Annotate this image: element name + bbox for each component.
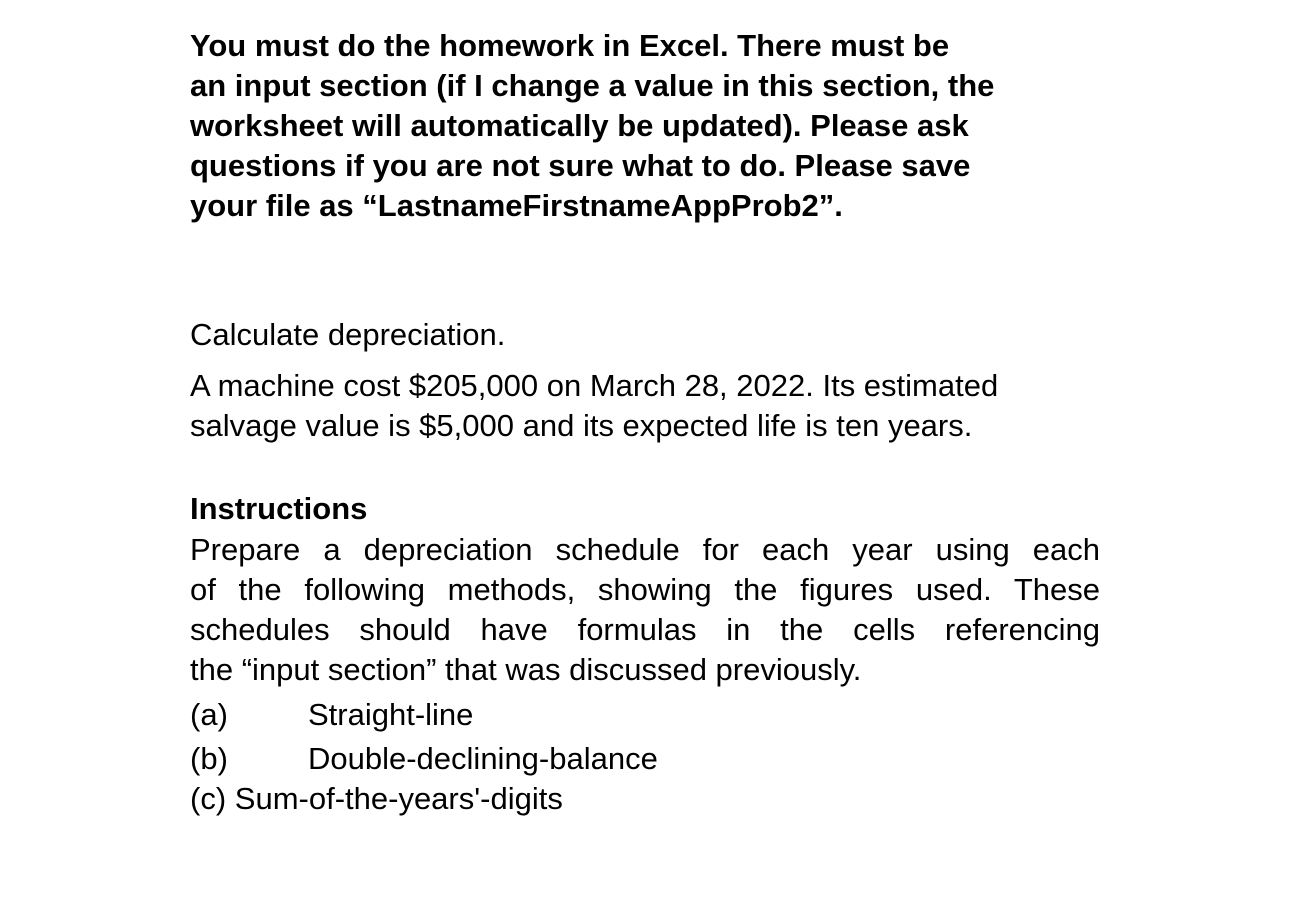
instructions-line: schedules should have formulas in the cells referencing [190,612,1100,647]
requirements-line: You must do the homework in Excel. There must be [190,28,950,63]
instructions-line: of the following methods, showing the figures used. These [190,572,1100,607]
requirements-line: an input section (if I change a value in this section, the [190,68,995,103]
document [190,26,1102,819]
instructions-line: Prepare a depreciation schedule for each year using each [190,532,1100,567]
instructions-heading: Instructions [190,491,368,526]
task-heading: Calculate depreciation. [190,317,506,352]
homework-requirements [190,26,1102,226]
method-text: Straight-line [308,697,474,732]
instructions-line: the “input section” that was discussed previously. [190,652,862,687]
problem-line: A machine cost $205,000 on March 28, 2022. Its estimated [190,368,999,403]
requirements-line: questions if you are not sure what to do. Please save [190,148,971,183]
method-label: (b) [190,741,228,776]
requirements-line: your file as “LastnameFirstnameAppProb2”. [190,188,843,223]
instructions-body [190,530,1100,690]
method-text: Double-declining-balance [308,741,658,776]
requirements-line: worksheet will automatically be updated). Please ask [190,108,969,143]
problem-statement [190,366,1102,446]
method-item-b [190,739,1102,779]
method-item-a [190,695,1102,735]
method-item-c [190,779,1102,819]
problem-line: salvage value is $5,000 and its expected life is ten years. [190,408,973,443]
method-text: Sum-of-the-years'-digits [234,781,563,816]
method-label: (a) [190,697,228,732]
method-label: (c) [190,781,227,816]
